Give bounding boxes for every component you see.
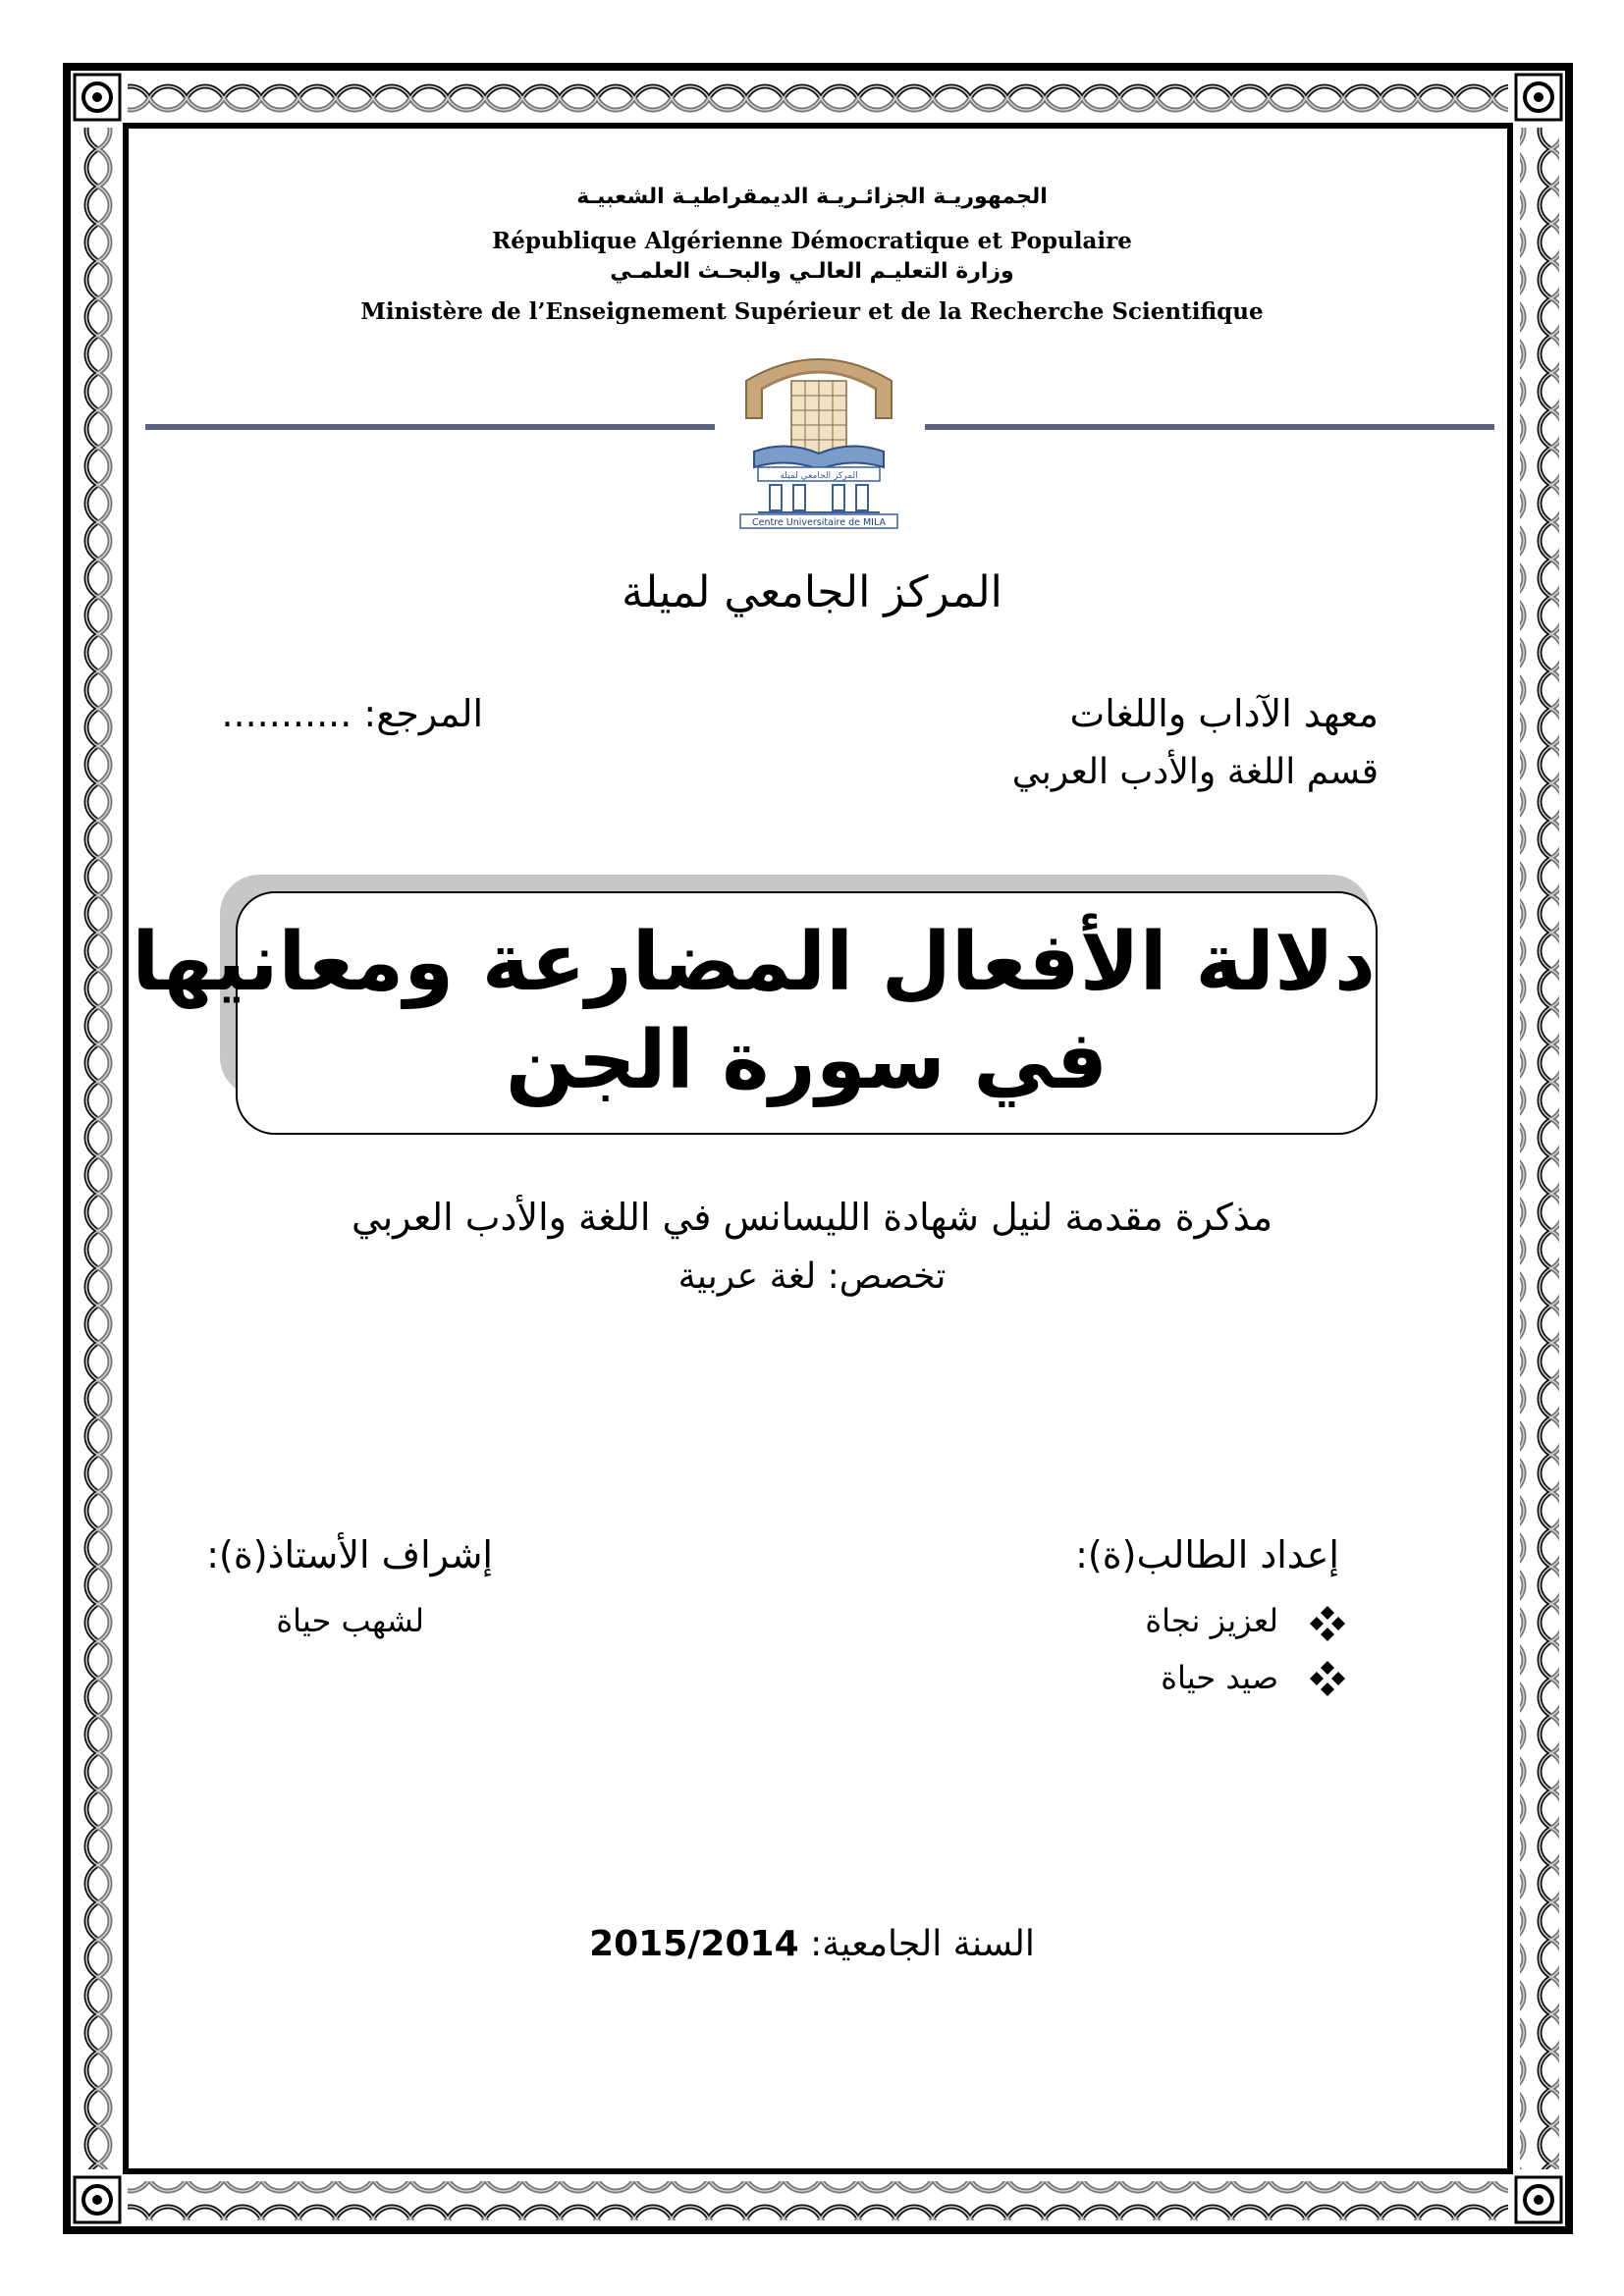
corner-ornament-bottom-left <box>75 2177 120 2222</box>
students-label: إعداد الطالب(ة): <box>1075 1533 1339 1576</box>
ministry-name-arabic: وزارة التعليـم العالـي والبحـث العلمـي <box>610 259 1014 284</box>
corner-ornament-bottom-right <box>1516 2177 1561 2222</box>
header-rule-right <box>925 424 1494 430</box>
header-rule-left <box>145 424 715 430</box>
republic-name-arabic: الجمهوريـة الجزائـريـة الديمقراطيـة الشعبيـة <box>576 185 1048 209</box>
thesis-title-line-1: دلالة الأفعال المضارعة ومعانيها <box>132 916 1376 1009</box>
thesis-purpose: مذكرة مقدمة لنيل شهادة الليسانس في اللغة والأدب العربي <box>351 1196 1273 1239</box>
diamond-bullet-icon <box>1308 1659 1347 1698</box>
student-name-1: لعزيز نجاة <box>1145 1602 1278 1639</box>
academic-year-value: 2015/2014 <box>589 1924 799 1964</box>
university-name: المركز الجامعي لميلة <box>622 567 1002 617</box>
thesis-specialty: تخصص: لغة عربية <box>677 1256 947 1297</box>
university-logo <box>732 342 905 530</box>
logo-banner-text: Centre Universitaire de MILA <box>751 517 887 528</box>
thesis-title-line-2: في سورة الجن <box>505 1014 1109 1107</box>
student-name-2: صيد حياة <box>1161 1659 1278 1696</box>
academic-year-label: السنة الجامعية: <box>810 1924 1035 1964</box>
reference-label: المرجع: <box>363 692 483 735</box>
institute-name: معهد الآداب واللغات <box>1069 692 1379 735</box>
republic-name-french: République Algérienne Démocratique et Populaire <box>492 228 1132 254</box>
title-box <box>132 891 1378 1135</box>
corner-ornament-top-right <box>1516 75 1561 120</box>
ministry-name-french: Ministère de l’Enseignement Supérieur et de la Recherche Scientifique <box>360 298 1264 325</box>
supervisor-label: إشراف الأستاذ(ة): <box>206 1533 493 1576</box>
diamond-bullet-icon <box>1308 1604 1347 1643</box>
reference-field <box>221 692 483 735</box>
academic-year <box>0 1924 1624 1964</box>
corner-ornament-top-left <box>75 75 120 120</box>
logo-ribbon-text: المركز الجامعي لميلة <box>780 471 858 481</box>
supervisor-name: لشهب حياة <box>276 1602 424 1639</box>
department-name: قسم اللغة والأدب العربي <box>1011 752 1379 792</box>
reference-value: ........... <box>221 692 352 735</box>
